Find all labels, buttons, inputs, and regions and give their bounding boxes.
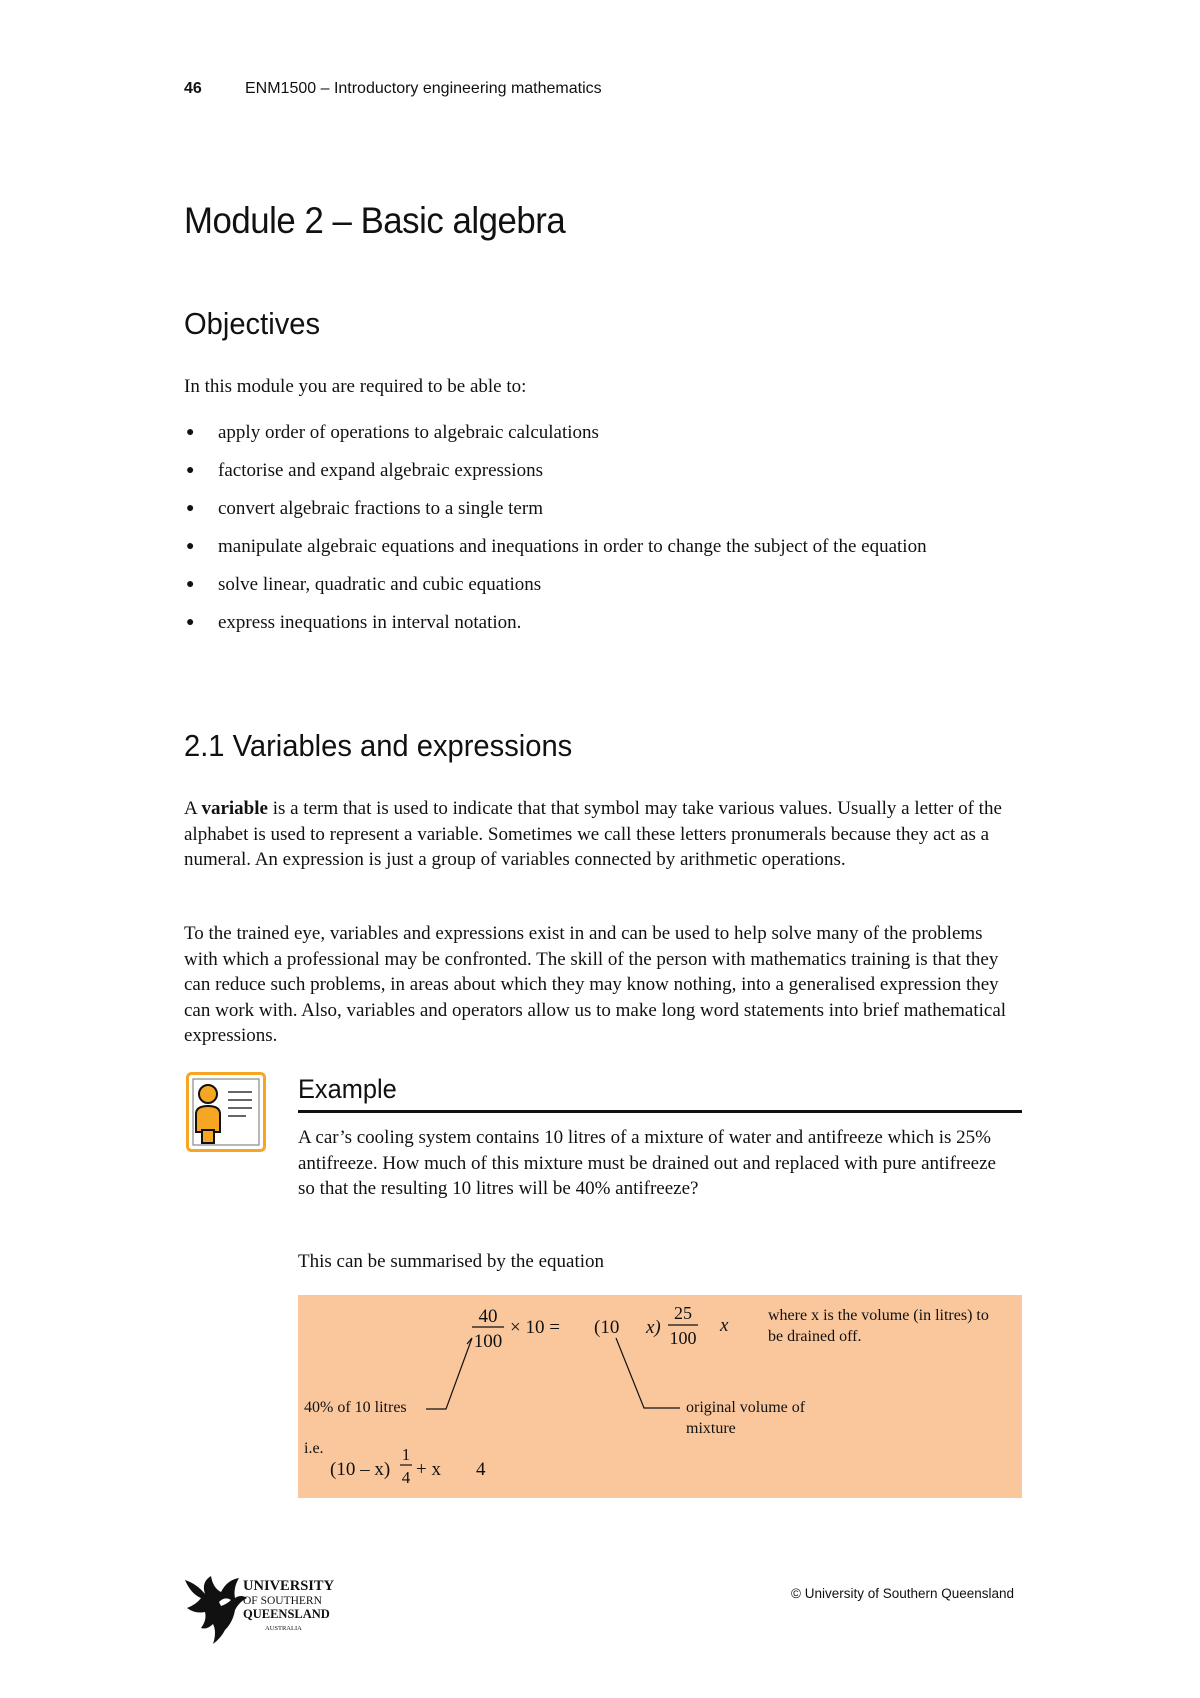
section-heading: 2.1 Variables and expressions bbox=[184, 728, 573, 763]
trained-eye-paragraph: To the trained eye, variables and expressions exist in and can be used to help solve many of the problems with which a professional may be confronted. The skill of the person with mathematics training is that they can reduce such problems, in areas about which they may know nothing, into a generalised expression they can work with. Also, variables and operators allow us to make long word statements into brief mathematical expressions. bbox=[184, 923, 1007, 1046]
term-variable: variable bbox=[201, 798, 268, 819]
expr-left: (10 – x) bbox=[330, 1459, 391, 1480]
summary-line: This can be summarised by the equation bbox=[298, 1251, 605, 1272]
example-heading: Example bbox=[298, 1074, 397, 1104]
note-line-2: be drained off. bbox=[768, 1328, 862, 1345]
logo-line-3: QUEENSLAND bbox=[243, 1607, 330, 1621]
logo-line-2: OF SOUTHERN bbox=[243, 1595, 322, 1607]
list-item: ● convert algebraic fractions to a single term bbox=[184, 496, 1034, 522]
frac2-denominator: 100 bbox=[669, 1328, 697, 1348]
ie-label: i.e. bbox=[304, 1440, 324, 1457]
usq-logo bbox=[183, 1572, 338, 1647]
list-item: ● solve linear, quadratic and cubic equations bbox=[184, 572, 1034, 598]
bullet-icon: ● bbox=[186, 539, 195, 554]
expr-frac-denominator: 4 bbox=[401, 1468, 411, 1487]
objectives-intro: In this module you are required to be able to: bbox=[184, 376, 527, 397]
list-item: ● factorise and expand algebraic expressions bbox=[184, 458, 1034, 484]
label-original-volume-2: mixture bbox=[686, 1420, 736, 1437]
note-line-1: where x is the volume (in litres) to bbox=[768, 1307, 989, 1324]
pointer-original bbox=[616, 1338, 680, 1408]
pointer-40pct bbox=[426, 1338, 472, 1409]
example-person-icon bbox=[186, 1072, 266, 1152]
variable-definition-paragraph: A variable is a term that is used to indicate that that symbol may take various values. Usually a letter of the alphabet is used to represent a variable. Sometimes we call these letters pronumerals because they act as a numeral. An expression is just a group of variables connected by arithmetic operations. bbox=[184, 798, 1002, 870]
expr-result: 4 bbox=[476, 1459, 486, 1480]
equation-box bbox=[298, 1295, 1022, 1498]
course-title: ENM1500 – Introductory engineering mathematics bbox=[245, 80, 602, 97]
times-ten: × 10 = bbox=[510, 1317, 560, 1338]
copyright-notice: © University of Southern Queensland bbox=[791, 1586, 1015, 1601]
example-problem-text: A car’s cooling system contains 10 litres of a mixture of water and antifreeze which is 25% antifreeze. How much of this mixture must be drained out and replaced with pure antifreeze so that the resulting 10 litres will be 40% antifreeze? bbox=[298, 1127, 996, 1199]
label-40pct-of-10-litres: 40% of 10 litres bbox=[304, 1399, 407, 1416]
frac1-numerator: 40 bbox=[478, 1306, 498, 1327]
frac2-numerator: 25 bbox=[674, 1303, 692, 1323]
list-item: ● manipulate algebraic equations and inequations in order to change the subject of the equation bbox=[184, 534, 1034, 560]
objectives-heading: Objectives bbox=[184, 306, 321, 341]
frac1-denominator: 100 bbox=[473, 1331, 503, 1352]
open-paren-ten: (10 bbox=[594, 1317, 620, 1338]
expr-plus-x: + x bbox=[416, 1459, 441, 1480]
objectives-list bbox=[184, 420, 1034, 648]
example-divider bbox=[298, 1110, 1022, 1113]
bullet-icon: ● bbox=[186, 615, 195, 630]
bullet-icon: ● bbox=[186, 501, 195, 516]
list-item: ● express inequations in interval notation. bbox=[184, 610, 1034, 636]
x-close-paren: x) bbox=[646, 1317, 661, 1338]
logo-line-1: UNIVERSITY bbox=[243, 1578, 335, 1594]
logo-line-4: AUSTRALIA bbox=[265, 1625, 302, 1632]
phoenix-icon bbox=[185, 1576, 247, 1644]
expr-frac-numerator: 1 bbox=[401, 1445, 411, 1464]
bullet-icon: ● bbox=[186, 425, 195, 440]
module-title: Module 2 – Basic algebra bbox=[184, 200, 566, 241]
label-original-volume-1: original volume of bbox=[686, 1399, 806, 1416]
bullet-icon: ● bbox=[186, 577, 195, 592]
bullet-icon: ● bbox=[186, 463, 195, 478]
list-item: ● apply order of operations to algebraic calculations bbox=[184, 420, 1034, 446]
page-number: 46 bbox=[184, 80, 202, 97]
trailing-x: x bbox=[720, 1315, 729, 1336]
